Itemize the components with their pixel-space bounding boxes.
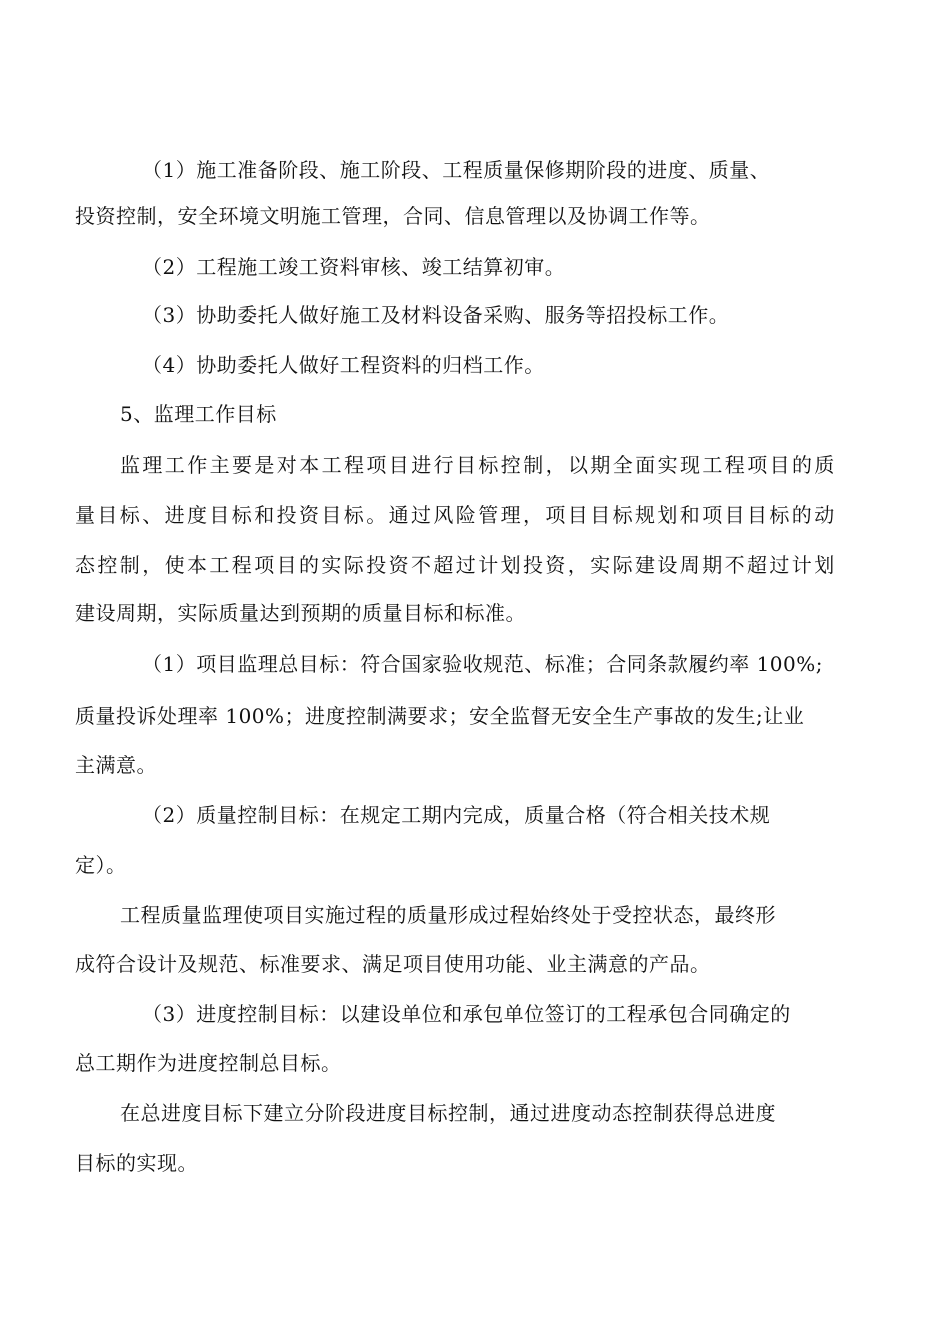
text-line: （3）协助委托人做好施工及材料设备采购、服务等招投标工作。 bbox=[142, 303, 730, 327]
text-line: （4）协助委托人做好工程资料的归档工作。 bbox=[142, 353, 545, 377]
section-heading: 5、监理工作目标 bbox=[120, 402, 277, 426]
text-line: （2）工程施工竣工资料审核、竣工结算初审。 bbox=[142, 255, 566, 279]
text-line: 质量投诉处理率 100%；进度控制满要求；安全监督无安全生产事故的发生;让业 bbox=[75, 704, 805, 728]
text-line: （3）进度控制目标：以建设单位和承包单位签订的工程承包合同确定的 bbox=[142, 1002, 791, 1026]
text-line: 监理工作主要是对本工程项目进行目标控制，以期全面实现工程项目的质 bbox=[120, 453, 837, 477]
text-line: 在总进度目标下建立分阶段进度目标控制，通过进度动态控制获得总进度 bbox=[120, 1101, 776, 1125]
text-line: 总工期作为进度控制总目标。 bbox=[75, 1051, 342, 1075]
text-line: 目标的实现。 bbox=[75, 1151, 198, 1175]
text-line: 态控制，使本工程项目的实际投资不超过计划投资，实际建设周期不超过计划 bbox=[75, 553, 837, 577]
text-line: 量目标、进度目标和投资目标。通过风险管理，项目目标规划和项目目标的动 bbox=[75, 503, 837, 527]
text-line: 定）。 bbox=[75, 853, 127, 877]
text-line: （1）施工准备阶段、施工阶段、工程质量保修期阶段的进度、质量、 bbox=[142, 158, 771, 182]
text-line: 主满意。 bbox=[75, 753, 157, 777]
text-line: 工程质量监理使项目实施过程的质量形成过程始终处于受控状态，最终形 bbox=[120, 903, 776, 927]
text-line: 成符合设计及规范、标准要求、满足项目使用功能、业主满意的产品。 bbox=[75, 952, 711, 976]
text-line: 建设周期，实际质量达到预期的质量目标和标准。 bbox=[75, 601, 526, 625]
text-line: （2）质量控制目标：在规定工期内完成，质量合格（符合相关技术规 bbox=[142, 803, 771, 827]
text-line: 投资控制，安全环境文明施工管理，合同、信息管理以及协调工作等。 bbox=[75, 204, 711, 228]
text-line: （1）项目监理总目标：符合国家验收规范、标准；合同条款履约率 100%; bbox=[142, 652, 823, 676]
